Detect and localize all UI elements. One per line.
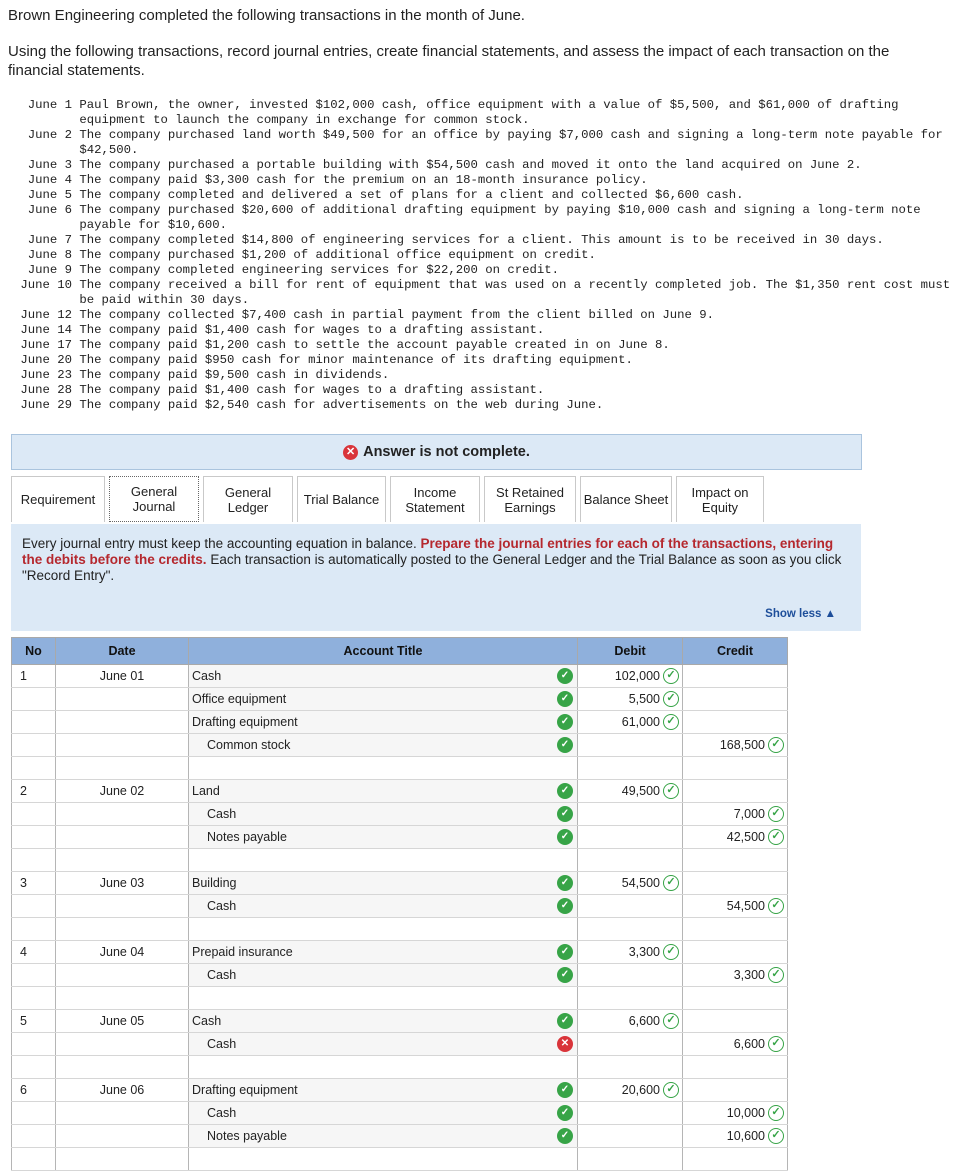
transaction-date: June 12 xyxy=(20,308,72,322)
credit-field[interactable] xyxy=(683,987,788,1010)
journal-line xyxy=(12,941,788,964)
account-title-field[interactable] xyxy=(189,964,578,987)
check-icon: ✓ xyxy=(663,944,679,960)
transaction-text: The company paid $1,200 cash to settle the account payable created in on June 8. xyxy=(79,338,670,352)
tab-trial-balance[interactable]: Trial Balance xyxy=(297,476,386,522)
check-icon: ✓ xyxy=(663,691,679,707)
intro-text: Brown Engineering completed the following transactions in the month of June. xyxy=(8,7,525,24)
debit-field[interactable] xyxy=(578,826,683,849)
check-icon: ✓ xyxy=(768,829,784,845)
credit-field[interactable] xyxy=(683,1079,788,1102)
journal-line xyxy=(12,780,788,803)
debit-field[interactable] xyxy=(578,1148,683,1171)
journal-line xyxy=(12,964,788,987)
check-icon: ✓ xyxy=(557,967,573,983)
credit-field[interactable] xyxy=(683,872,788,895)
transaction-date: June 14 xyxy=(20,323,72,337)
check-icon: ✓ xyxy=(557,783,573,799)
check-icon: ✓ xyxy=(557,898,573,914)
account-title-field[interactable] xyxy=(189,1102,578,1125)
debit-value: 20,600 xyxy=(621,1083,660,1097)
entry-number xyxy=(12,757,56,780)
col-header-no: No xyxy=(12,638,56,665)
check-icon: ✓ xyxy=(768,806,784,822)
transaction-text: The company paid $1,400 cash for wages to a drafting assistant. xyxy=(79,383,545,397)
entry-number xyxy=(12,918,56,941)
transaction-text: The company collected $7,400 cash in partial payment from the client billed on June 9. xyxy=(79,308,714,322)
entry-number xyxy=(12,688,56,711)
account-title-field[interactable] xyxy=(189,711,578,734)
journal-line xyxy=(12,1102,788,1125)
credit-value: 7,000 xyxy=(733,807,765,821)
transaction-text: The company paid $1,400 cash for wages to a drafting assistant. xyxy=(79,323,545,337)
debit-field[interactable] xyxy=(578,918,683,941)
entry-number: 1 xyxy=(12,665,56,688)
credit-value: 42,500 xyxy=(726,830,765,844)
check-icon: ✓ xyxy=(663,875,679,891)
account-title-field[interactable] xyxy=(189,1010,578,1033)
credit-field[interactable] xyxy=(683,780,788,803)
credit-field[interactable] xyxy=(683,1148,788,1171)
account-title-field[interactable] xyxy=(189,780,578,803)
tab-impact-on-equity[interactable]: Impact on Equity xyxy=(676,476,764,522)
account-title-text: Notes payable xyxy=(207,1129,287,1143)
journal-line xyxy=(12,895,788,918)
debit-field[interactable] xyxy=(578,665,683,688)
entry-number xyxy=(12,711,56,734)
credit-value: 3,300 xyxy=(733,968,765,982)
check-icon: ✓ xyxy=(557,691,573,707)
debit-value: 54,500 xyxy=(621,876,660,890)
tab-general-journal[interactable]: General Journal xyxy=(109,476,199,522)
instruction-panel xyxy=(11,524,861,631)
credit-field[interactable] xyxy=(683,1056,788,1079)
account-title-field[interactable] xyxy=(189,895,578,918)
account-title-field[interactable] xyxy=(189,872,578,895)
entry-number xyxy=(12,964,56,987)
check-icon: ✓ xyxy=(557,714,573,730)
entry-number xyxy=(12,895,56,918)
journal-blank-line xyxy=(12,987,788,1010)
debit-field[interactable] xyxy=(578,1102,683,1125)
transaction-date: June 8 xyxy=(27,248,72,262)
check-icon: ✓ xyxy=(557,1105,573,1121)
credit-field[interactable] xyxy=(683,1010,788,1033)
entry-date xyxy=(56,1148,189,1171)
col-header-credit: Credit xyxy=(683,638,788,665)
transaction-text: The company completed engineering services for $22,200 on credit. xyxy=(79,263,560,277)
debit-field[interactable] xyxy=(578,688,683,711)
check-icon: ✓ xyxy=(768,1128,784,1144)
account-title-field[interactable] xyxy=(189,918,578,941)
account-title-field[interactable] xyxy=(189,665,578,688)
credit-value: 10,000 xyxy=(726,1106,765,1120)
debit-field[interactable] xyxy=(578,711,683,734)
entry-date xyxy=(56,1102,189,1125)
account-title-text: Cash xyxy=(207,807,237,821)
transaction-date: June 28 xyxy=(20,383,72,397)
account-title-text: Office equipment xyxy=(192,692,287,706)
answer-status-banner xyxy=(11,434,862,470)
journal-blank-line xyxy=(12,849,788,872)
account-title-text: Common stock xyxy=(207,738,291,752)
entry-number xyxy=(12,1148,56,1171)
account-title-text: Land xyxy=(192,784,220,798)
transaction-text: Paul Brown, the owner, invested $102,000 cash, office equipment with a value of $5,500, and $61,000 of drafting equipment to launch the company in exchange for common stock. xyxy=(79,98,899,127)
account-title-text: Drafting equipment xyxy=(192,715,298,729)
transaction-item xyxy=(8,188,953,203)
check-icon: ✓ xyxy=(557,737,573,753)
transaction-text: The company completed and delivered a set of plans for a client and collected $6,600 cash. xyxy=(79,188,744,202)
journal-line xyxy=(12,711,788,734)
entry-date: June 05 xyxy=(56,1010,189,1033)
transaction-list xyxy=(8,98,953,413)
debit-field[interactable] xyxy=(578,780,683,803)
journal-line xyxy=(12,826,788,849)
journal-line xyxy=(12,872,788,895)
account-title-text: Cash xyxy=(207,1037,237,1051)
transaction-item xyxy=(8,278,953,308)
requirement-tabs xyxy=(11,476,768,524)
account-title-field[interactable] xyxy=(189,1125,578,1148)
triangle-up-icon: ▲ xyxy=(824,608,836,620)
transaction-item xyxy=(8,203,953,233)
credit-field[interactable] xyxy=(683,1102,788,1125)
account-title-text: Cash xyxy=(192,1014,222,1028)
transaction-text: The company paid $2,540 cash for advertisements on the web during June. xyxy=(79,398,604,412)
journal-blank-line xyxy=(12,918,788,941)
transaction-text: The company paid $950 cash for minor maintenance of its drafting equipment. xyxy=(79,353,633,367)
check-icon: ✓ xyxy=(557,829,573,845)
account-title-text: Drafting equipment xyxy=(192,1083,298,1097)
instruction-emphasis: Prepare the journal entries for each of the transactions, entering the debits before the credits. xyxy=(22,536,834,567)
debit-field[interactable] xyxy=(578,1125,683,1148)
account-title-field[interactable] xyxy=(189,757,578,780)
entry-date: June 03 xyxy=(56,872,189,895)
debit-field[interactable] xyxy=(578,1079,683,1102)
account-title-field[interactable] xyxy=(189,1056,578,1079)
check-icon: ✓ xyxy=(663,1082,679,1098)
debit-field[interactable] xyxy=(578,895,683,918)
panel-instructions xyxy=(22,536,852,584)
transaction-item xyxy=(8,338,953,353)
check-icon: ✓ xyxy=(557,1128,573,1144)
credit-field[interactable] xyxy=(683,1033,788,1056)
account-title-text: Cash xyxy=(207,968,237,982)
instructions-text: Using the following transactions, record journal entries, create financial statements, and assess the impact of each transaction on the financial statements. xyxy=(8,43,890,79)
account-title-text: Prepaid insurance xyxy=(192,945,293,959)
journal-line xyxy=(12,1125,788,1148)
entry-date xyxy=(56,1033,189,1056)
entry-number: 3 xyxy=(12,872,56,895)
journal-line xyxy=(12,1010,788,1033)
banner-text: Answer is not complete. xyxy=(363,444,530,460)
transaction-text: The company purchased land worth $49,500 for an office by paying $7,000 cash and signing a long-term note payable for $42,500. xyxy=(79,128,943,157)
debit-field[interactable] xyxy=(578,757,683,780)
journal-blank-line xyxy=(12,1056,788,1079)
journal-line xyxy=(12,1033,788,1056)
debit-field[interactable] xyxy=(578,941,683,964)
credit-value: 6,600 xyxy=(733,1037,765,1051)
transaction-date: June 6 xyxy=(27,203,72,217)
credit-field[interactable] xyxy=(683,941,788,964)
transaction-date: June 23 xyxy=(20,368,72,382)
account-title-field[interactable] xyxy=(189,688,578,711)
check-icon: ✓ xyxy=(557,806,573,822)
check-icon: ✓ xyxy=(663,783,679,799)
transaction-item xyxy=(8,368,953,383)
debit-value: 49,500 xyxy=(621,784,660,798)
debit-value: 3,300 xyxy=(628,945,660,959)
col-header-debit: Debit xyxy=(578,638,683,665)
entry-date xyxy=(56,757,189,780)
entry-date xyxy=(56,688,189,711)
tab-st-retained-earnings[interactable]: St Retained Earnings xyxy=(484,476,576,522)
entry-number xyxy=(12,734,56,757)
transaction-date: June 7 xyxy=(27,233,72,247)
col-header-date: Date xyxy=(56,638,189,665)
entry-date xyxy=(56,964,189,987)
transaction-date: June 9 xyxy=(27,263,72,277)
credit-field[interactable] xyxy=(683,1125,788,1148)
show-less-link[interactable] xyxy=(765,608,836,620)
entry-date xyxy=(56,987,189,1010)
account-title-text: Cash xyxy=(207,1106,237,1120)
account-title-field[interactable] xyxy=(189,826,578,849)
account-title-field[interactable] xyxy=(189,1079,578,1102)
journal-table xyxy=(11,637,788,1171)
check-icon: ✓ xyxy=(768,737,784,753)
account-title-field[interactable] xyxy=(189,1033,578,1056)
account-title-field[interactable] xyxy=(189,987,578,1010)
entry-number xyxy=(12,849,56,872)
entry-number: 6 xyxy=(12,1079,56,1102)
check-icon: ✓ xyxy=(557,1013,573,1029)
account-title-field[interactable] xyxy=(189,734,578,757)
check-icon: ✓ xyxy=(663,668,679,684)
debit-field[interactable] xyxy=(578,734,683,757)
tab-requirement[interactable]: Requirement xyxy=(11,476,105,522)
debit-value: 61,000 xyxy=(621,715,660,729)
transaction-date: June 20 xyxy=(20,353,72,367)
credit-field[interactable] xyxy=(683,757,788,780)
credit-value: 54,500 xyxy=(726,899,765,913)
credit-field[interactable] xyxy=(683,711,788,734)
instruction-part-2: Each transaction is automatically posted to the General Ledger and the Trial Balance as soon as you click "Record Entry". xyxy=(22,552,842,583)
transaction-date: June 2 xyxy=(27,128,72,142)
account-title-text: Building xyxy=(192,876,237,890)
transaction-date: June 17 xyxy=(20,338,72,352)
transaction-item xyxy=(8,308,953,323)
debit-value: 5,500 xyxy=(628,692,660,706)
debit-field[interactable] xyxy=(578,1033,683,1056)
journal-line xyxy=(12,1079,788,1102)
credit-field[interactable] xyxy=(683,918,788,941)
entry-number xyxy=(12,1125,56,1148)
credit-value: 10,600 xyxy=(726,1129,765,1143)
debit-field[interactable] xyxy=(578,849,683,872)
transaction-date: June 29 xyxy=(20,398,72,412)
entry-number xyxy=(12,1033,56,1056)
entry-date xyxy=(56,803,189,826)
transaction-item xyxy=(8,263,953,278)
entry-date xyxy=(56,734,189,757)
account-title-text: Cash xyxy=(192,669,222,683)
transaction-item xyxy=(8,128,953,158)
credit-field[interactable] xyxy=(683,803,788,826)
credit-field[interactable] xyxy=(683,826,788,849)
transaction-date: June 5 xyxy=(27,188,72,202)
entry-date xyxy=(56,918,189,941)
journal-line xyxy=(12,734,788,757)
journal-blank-line xyxy=(12,757,788,780)
journal-blank-line xyxy=(12,1148,788,1171)
credit-field[interactable] xyxy=(683,849,788,872)
debit-value: 102,000 xyxy=(614,669,660,683)
transaction-text: The company completed $14,800 of engineering services for a client. This amount is to be received in 30 days. xyxy=(79,233,884,247)
transaction-item xyxy=(8,383,953,398)
credit-field[interactable] xyxy=(683,688,788,711)
entry-date: June 06 xyxy=(56,1079,189,1102)
entry-number xyxy=(12,1056,56,1079)
check-icon: ✓ xyxy=(663,714,679,730)
entry-number: 4 xyxy=(12,941,56,964)
entry-date xyxy=(56,849,189,872)
credit-field[interactable] xyxy=(683,734,788,757)
check-icon: ✓ xyxy=(768,967,784,983)
col-header-account-title: Account Title xyxy=(189,638,578,665)
transaction-text: The company paid $9,500 cash in dividends. xyxy=(79,368,390,382)
transaction-item xyxy=(8,98,953,128)
transaction-date: June 4 xyxy=(27,173,72,187)
account-title-text: Cash xyxy=(207,899,237,913)
entry-date xyxy=(56,895,189,918)
transaction-item xyxy=(8,248,953,263)
transaction-item xyxy=(8,323,953,338)
transaction-item xyxy=(8,173,953,188)
tab-general-ledger[interactable]: General Ledger xyxy=(203,476,293,522)
entry-number xyxy=(12,803,56,826)
entry-number: 5 xyxy=(12,1010,56,1033)
transaction-item xyxy=(8,398,953,413)
entry-number xyxy=(12,826,56,849)
account-title-field[interactable] xyxy=(189,1148,578,1171)
entry-date xyxy=(56,1056,189,1079)
transaction-date: June 1 xyxy=(27,98,72,112)
debit-field[interactable] xyxy=(578,803,683,826)
check-icon: ✓ xyxy=(663,1013,679,1029)
credit-value: 168,500 xyxy=(719,738,765,752)
debit-field[interactable] xyxy=(578,872,683,895)
transaction-text: The company purchased a portable building with $54,500 cash and moved it onto the land acquired on June 2. xyxy=(79,158,862,172)
debit-field[interactable] xyxy=(578,987,683,1010)
entry-number xyxy=(12,987,56,1010)
transaction-item xyxy=(8,158,953,173)
transaction-text: The company received a bill for rent of equipment that was used on a recently completed job. The $1,350 rent cost must be paid within 30 days. xyxy=(79,278,951,307)
error-icon: ✕ xyxy=(343,445,358,460)
entry-date: June 04 xyxy=(56,941,189,964)
tab-income-statement[interactable]: Income Statement xyxy=(390,476,480,522)
transaction-item xyxy=(8,233,953,248)
check-icon: ✓ xyxy=(557,668,573,684)
credit-field[interactable] xyxy=(683,964,788,987)
transaction-date: June 3 xyxy=(27,158,72,172)
check-icon: ✓ xyxy=(768,1105,784,1121)
transaction-text: The company paid $3,300 cash for the premium on an 18-month insurance policy. xyxy=(79,173,648,187)
instruction-part-1: Every journal entry must keep the accounting equation in balance. xyxy=(22,536,417,551)
check-icon: ✓ xyxy=(557,944,573,960)
entry-date xyxy=(56,711,189,734)
error-icon: ✕ xyxy=(557,1036,573,1052)
credit-field[interactable] xyxy=(683,665,788,688)
transaction-text: The company purchased $1,200 of additional office equipment on credit. xyxy=(79,248,596,262)
check-icon: ✓ xyxy=(557,1082,573,1098)
journal-line xyxy=(12,665,788,688)
transaction-item xyxy=(8,353,953,368)
transaction-text: The company purchased $20,600 of additional drafting equipment by paying $10,000 cash and signing a long-term note payable for $10,600. xyxy=(79,203,921,232)
check-icon: ✓ xyxy=(557,875,573,891)
account-title-field[interactable] xyxy=(189,849,578,872)
credit-field[interactable] xyxy=(683,895,788,918)
account-title-field[interactable] xyxy=(189,941,578,964)
check-icon: ✓ xyxy=(768,1036,784,1052)
debit-field[interactable] xyxy=(578,964,683,987)
show-less-label: Show less xyxy=(765,608,822,620)
debit-field[interactable] xyxy=(578,1056,683,1079)
account-title-text: Notes payable xyxy=(207,830,287,844)
transaction-date: June 10 xyxy=(20,278,72,292)
account-title-field[interactable] xyxy=(189,803,578,826)
debit-value: 6,600 xyxy=(628,1014,660,1028)
journal-line xyxy=(12,688,788,711)
entry-date: June 01 xyxy=(56,665,189,688)
journal-line xyxy=(12,803,788,826)
entry-number: 2 xyxy=(12,780,56,803)
entry-number xyxy=(12,1102,56,1125)
check-icon: ✓ xyxy=(768,898,784,914)
entry-date xyxy=(56,826,189,849)
entry-date xyxy=(56,1125,189,1148)
entry-date: June 02 xyxy=(56,780,189,803)
tab-balance-sheet[interactable]: Balance Sheet xyxy=(580,476,672,522)
debit-field[interactable] xyxy=(578,1010,683,1033)
